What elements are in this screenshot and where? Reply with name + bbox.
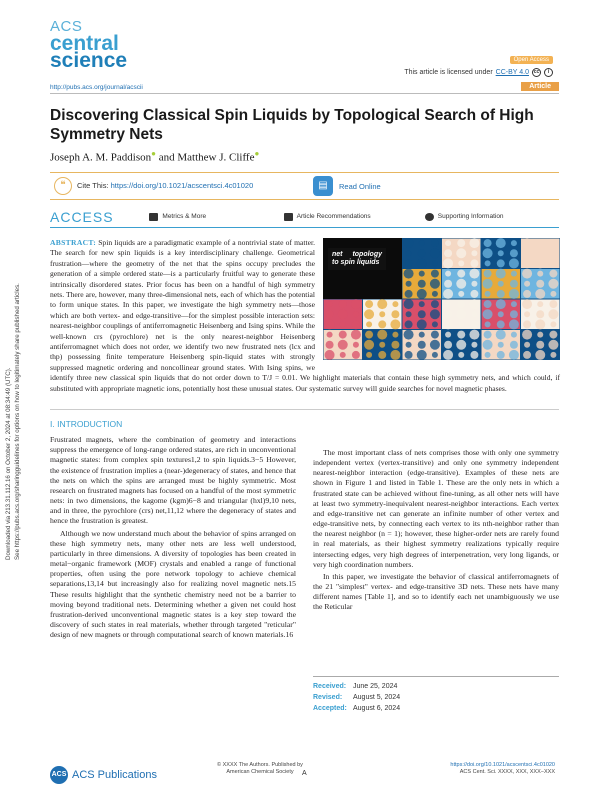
document-icon: [284, 213, 293, 221]
abstract-lead: ABSTRACT:: [50, 238, 97, 247]
right-column: [313, 448, 559, 615]
intro-paragraph-4: In this paper, we investigate the behavior of classical antiferromagnets of the 21 "simplest" vertex- and edge-transitive 3D nets. These nets have many different names [Table 1], and so to identify each net unambiguously we use the Reticular: [313, 571, 559, 612]
access-label: ACCESS: [50, 208, 114, 225]
toc-tile: [482, 330, 521, 360]
license-line: [404, 68, 553, 77]
footer-journal-citation: ACS Cent. Sci. XXXX, XXX, XXX−XXX: [459, 769, 555, 775]
journal-logo[interactable]: [50, 18, 128, 72]
toc-tile: [482, 269, 521, 299]
page-number: A: [302, 770, 307, 777]
license-link[interactable]: CC-BY 4.0: [495, 69, 529, 76]
cite-label: Cite This:: [77, 181, 109, 190]
author-1[interactable]: Joseph A. M. Paddison: [50, 151, 152, 164]
toc-tile: [521, 330, 560, 360]
journal-url[interactable]: http://pubs.acs.org/journal/acscii: [50, 84, 143, 91]
quote-icon: ❝: [54, 177, 72, 195]
toc-tile: [363, 330, 402, 360]
orcid-icon[interactable]: ●: [151, 149, 156, 158]
toc-tile: [324, 299, 363, 329]
revised-date: August 5, 2024: [353, 694, 401, 701]
orcid-icon[interactable]: ●: [254, 149, 260, 158]
toc-tile: [403, 330, 442, 360]
recommendations-label: Article Recommendations: [296, 213, 371, 220]
toc-tile: [363, 299, 402, 329]
section-heading: I. INTRODUCTION: [50, 419, 123, 429]
open-access-badge: Open Access: [510, 56, 553, 64]
toc-tile: [482, 299, 521, 329]
bar-chart-icon: [149, 213, 158, 221]
toc-tile: [442, 330, 481, 360]
footer-doi[interactable]: https://doi.org/10.1021/acscentsci.4c01020: [450, 762, 555, 768]
metrics-label: Metrics & More: [162, 213, 207, 220]
logo-central: central: [50, 32, 119, 55]
author-2[interactable]: Matthew J. Cliffe: [177, 151, 255, 164]
intro-paragraph-1: Frustrated magnets, where the combination of geometry and interactions suppress the emergence of long-range ordered states, are rich in unconventional magnetic states: from complex spin textures1,2 to spin liquids.3−5 However, the existence of frustration implies a (near-)degeneracy of states, and hence that the nets on which the spins are arranged must be highly symmetric. Most research on frustrated magnets has focused on a handful of the most symmetric nets: in two dimensions, the kagome (kgm)6−8 and triangular (hxl)9,10 nets, and in three, the pyrochlore (crs) net,11,12 where the degeneracy of states and hence the frustration is greatest.: [50, 435, 296, 526]
read-online-label: Read Online: [339, 181, 381, 191]
toc-graphic: [323, 238, 560, 360]
abstract-text: Spin liquids are a paradigmatic example of a nontrivial state of matter. The search for new spin liquids is a key interdisciplinary challenge. Geometrical frustration—where the geometry of the net that the spins occupy precludes the generation of a simple ordered state—is a particularly fruitful way to generate these intrinsically disordered states. Prior focus has been on a handful of high symmetry nets. There are, however, many three-dimensional nets, each of which has the potential to form unique states. In this paper, we investigate the high symmetry nets—those which are both vertex- and edge-transitive—for the simplest possible interaction sets: nearest-neighbor couplings of antiferromagnetic Heisenberg and Ising spins. While the well-known crs (pyrochlore) net is the only nearest-neighbor Heisenberg antiferromagnet which does not order, we identify two new frustrated nets (lcx and thp) possessing finite temperature Heisenberg spin-liquid states with strongly suppressed magnetic ordering and noncollinear ground states. With Ising spins, we identify three new classical spin liquids that do not order down to T/J = 0.01. We highlight materials that contain these high symmetry nets, and which could, if substituted with appropriate magnetic ions, potentially host these unusual states. Our systematic survey will guide searches for novel magnetic phases.: [50, 238, 560, 393]
toc-tile: [521, 299, 560, 329]
page-footer: [50, 758, 559, 788]
read-online-icon: ▤: [313, 176, 333, 196]
article-dates: [313, 676, 559, 714]
left-column: [50, 419, 296, 642]
toc-label: net topology to spin liquids: [328, 248, 386, 270]
abstract: [50, 238, 560, 394]
license-prefix: This article is licensed under: [404, 69, 493, 76]
toc-tile: [482, 238, 521, 268]
received-date: June 25, 2024: [353, 683, 398, 690]
article-title: Discovering Classical Spin Liquids by Topological Search of High Symmetry Nets: [50, 107, 534, 143]
read-online-button[interactable]: [313, 174, 381, 198]
acs-logo-icon: ACS: [50, 766, 68, 784]
metrics-link[interactable]: [149, 213, 283, 221]
logo-science: science: [50, 49, 128, 72]
publisher-name: ACS Publications: [72, 769, 157, 781]
download-notice: [4, 230, 26, 560]
supporting-info-icon: [425, 213, 434, 221]
header-divider: [50, 93, 559, 94]
section-divider: [50, 409, 559, 410]
recommendations-link[interactable]: [284, 213, 425, 221]
access-bar: [50, 206, 559, 228]
article-type-badge: Article: [521, 82, 559, 91]
revised-label: Revised:: [313, 694, 343, 701]
by-icon: i: [544, 68, 553, 77]
cc-icon: cc: [533, 69, 540, 75]
toc-tile: [521, 238, 560, 268]
toc-tile: [442, 299, 481, 329]
toc-tile: [403, 269, 442, 299]
author-separator: and: [156, 151, 178, 164]
toc-tile: [442, 269, 481, 299]
intro-paragraph-3: The most important class of nets comprises those with only one symmetry independent vertex (vertex-transitive) and only one symmetry independent nearest-neighbor interaction (edge-transitive). Examples of these nets are shown in Figure 1 and listed in Table 1. These are the only nets in which a frustrated state can be achieved without fine-tuning, as all other nets will have at least two symmetry-inequivalent nearest-neighbor interactions. Each vertex and edge-transitive net can generate an infinite number of other vertex and edge-transitive nets, by connecting each vertex to its nth-neighbor rather than the nearest neighbor (n = 1); however, these higher-order nets are rarely found in real materials, as their highest symmetry realizations typically require intersecting edges, very high degrees of interpenetration, very long ligands, or very high coordination numbers.: [313, 448, 559, 569]
accepted-date: August 6, 2024: [353, 705, 401, 712]
acs-publications-logo[interactable]: [50, 766, 157, 784]
copyright-line2: American Chemical Society: [226, 768, 294, 775]
toc-tile: [324, 330, 363, 360]
cite-this: [77, 181, 253, 190]
toc-tile: [442, 238, 481, 268]
received-label: Received:: [313, 683, 347, 690]
toc-tile: [403, 299, 442, 329]
logo-acs: ACS: [50, 18, 83, 35]
download-notice-line2: See https://pubs.acs.org/sharingguidelines for options on how to legitimately share published articles.: [14, 283, 21, 560]
download-notice-line1: Downloaded via 213.31.112.16 on October 2, 2024 at 08:34:49 (UTC).: [5, 367, 12, 560]
author-list: [50, 149, 259, 164]
doi-link[interactable]: https://doi.org/10.1021/acscentsci.4c01020: [110, 181, 254, 190]
footer-citation: [450, 762, 555, 776]
toc-tile: [403, 238, 442, 268]
citation-bar: [50, 172, 559, 200]
supporting-info-link[interactable]: [425, 213, 559, 221]
accepted-label: Accepted:: [313, 705, 347, 712]
copyright-line1: © XXXX The Authors. Published by: [217, 762, 303, 768]
supporting-info-label: Supporting Information: [437, 213, 504, 220]
toc-tile: [521, 269, 560, 299]
intro-paragraph-2: Although we now understand much about the behavior of spins arranged on these high symmetry nets, many other nets are less well understood, particularly in three dimensions. A diversity of topologies has been created in metal−organic framework (MOF) crystals and enabled a range of functional properties, often using the pore network topology to achieve chemical separations,13,14 but increasingly also for realizing novel magnetic nets.15 These results highlight that the synthetic chemistry need not be a barrier to moving beyond traditional nets. Determining whether a given net could host frustration-derived unconventional magnetic states is a key step toward the discovery of such states in real materials, whether through targeted "reticular" design of new magnets or through computational search of known materials.16: [50, 528, 296, 640]
